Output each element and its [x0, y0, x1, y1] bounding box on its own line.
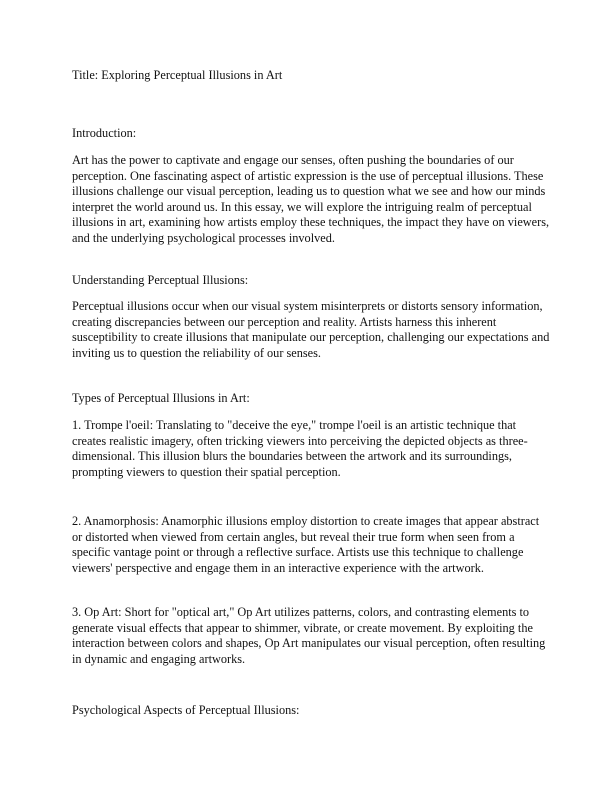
understanding-line: susceptibility to create illusions that manipulate our perception, challenging our expectations and — [72, 330, 550, 345]
anamorphosis-line: specific vantage point or through a reflective surface. Artists use this technique to challenge — [72, 545, 524, 560]
anamorphosis-line: or distorted when viewed from certain angles, but reveal their true form when seen from a — [72, 529, 515, 544]
document-title: Title: Exploring Perceptual Illusions in Art — [72, 68, 283, 82]
introduction-heading: Introduction: — [72, 126, 137, 140]
op-art-line: generate visual effects that appear to shimmer, vibrate, or create movement. By exploiting the — [72, 620, 533, 635]
types-heading: Types of Perceptual Illusions in Art: — [72, 391, 250, 405]
introduction-line: interpret the world around us. In this essay, we will explore the intriguing realm of perceptual — [72, 199, 532, 214]
trompe-loeil-line: dimensional. This illusion blurs the boundaries between the artwork and its surroundings, — [72, 449, 513, 464]
trompe-loeil-paragraph — [72, 418, 542, 480]
understanding-line: creating discrepancies between our perception and reality. Artists harness this inherent — [72, 314, 497, 329]
introduction-line: perception. One fascinating aspect of artistic expression is the use of perceptual illusions. These — [72, 168, 544, 183]
introduction-paragraph — [72, 153, 550, 247]
op-art-line: in dynamic and engaging artworks. — [72, 651, 246, 666]
understanding-line: inviting us to question the reliability of our senses. — [72, 345, 321, 360]
op-art-line: 3. Op Art: Short for "optical art," Op Art utilizes patterns, colors, and contrasting elements to — [72, 605, 530, 619]
understanding-heading: Understanding Perceptual Illusions: — [72, 273, 249, 287]
anamorphosis-paragraph — [72, 514, 542, 576]
op-art-line: interaction between colors and shapes, Op Art manipulates our visual perception, often resulting — [72, 636, 546, 651]
anamorphosis-line: viewers' perspective and engage them in an interactive experience with the artwork. — [72, 560, 484, 575]
psychological-heading: Psychological Aspects of Perceptual Illusions: — [72, 703, 300, 717]
introduction-line: Art has the power to captivate and engage our senses, often pushing the boundaries of our — [72, 153, 514, 167]
trompe-loeil-line: prompting viewers to question their spatial perception. — [72, 464, 341, 479]
op-art-paragraph — [72, 605, 546, 667]
introduction-line: and the underlying psychological processes involved. — [72, 230, 335, 245]
understanding-paragraph — [72, 299, 550, 361]
trompe-loeil-line: 1. Trompe l'oeil: Translating to "deceive the eye," trompe l'oeil is an artistic technique that — [72, 418, 517, 432]
understanding-line: Perceptual illusions occur when our visual system misinterprets or distorts sensory information, — [72, 299, 543, 313]
anamorphosis-line: 2. Anamorphosis: Anamorphic illusions employ distortion to create images that appear abstract — [72, 514, 540, 528]
introduction-line: illusions challenge our visual perception, leading us to question what we see and how our minds — [72, 184, 546, 199]
trompe-loeil-line: creates realistic imagery, often tricking viewers into perceiving the depicted objects as three- — [72, 433, 528, 448]
introduction-line: illusions in art, examining how artists employ these techniques, the impact they have on viewers, — [72, 215, 550, 230]
